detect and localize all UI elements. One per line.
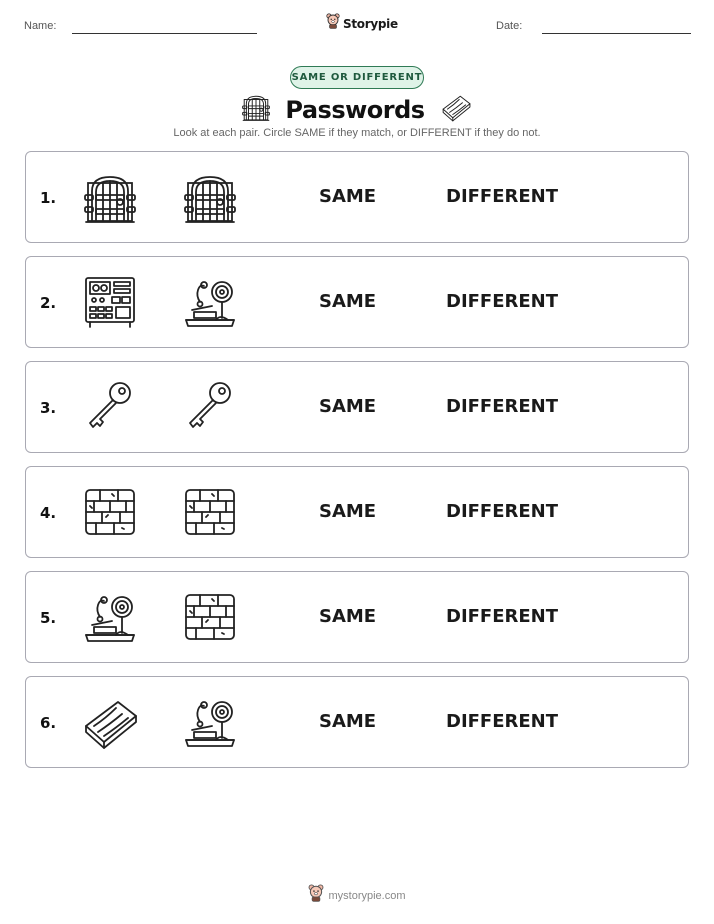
different-option[interactable]: DIFFERENT (446, 186, 559, 207)
same-option[interactable]: SAME (319, 711, 377, 732)
castle-door-icon (82, 169, 138, 225)
key-icon (82, 379, 138, 435)
question-number: 5. (40, 609, 57, 627)
name-label: Name: (24, 20, 57, 32)
brand-logo (326, 13, 398, 34)
question-row (25, 361, 689, 453)
activity-badge: SAME OR DIFFERENT (290, 66, 424, 89)
question-row (25, 571, 689, 663)
page-title: Passwords (285, 95, 425, 124)
control-panel-icon (82, 274, 138, 330)
stone-wall-icon (182, 484, 238, 540)
date-label: Date: (496, 20, 523, 32)
different-option[interactable]: DIFFERENT (446, 711, 559, 732)
name-line[interactable] (72, 33, 257, 34)
telegraph-icon (182, 694, 238, 750)
question-number: 4. (40, 504, 57, 522)
question-number: 2. (40, 294, 57, 312)
different-option[interactable]: DIFFERENT (446, 501, 559, 522)
telegraph-icon (182, 274, 238, 330)
telegraph-icon (82, 589, 138, 645)
same-option[interactable]: SAME (319, 606, 377, 627)
same-option[interactable]: SAME (319, 291, 377, 312)
different-option[interactable]: DIFFERENT (446, 291, 559, 312)
wood-plank-icon (82, 694, 138, 750)
stone-wall-icon (82, 484, 138, 540)
question-number: 3. (40, 399, 57, 417)
question-row (25, 676, 689, 768)
same-option[interactable]: SAME (319, 501, 377, 522)
different-option[interactable]: DIFFERENT (446, 396, 559, 417)
castle-door-icon (241, 92, 271, 127)
brand-name: Storypie (343, 16, 398, 31)
question-number: 6. (40, 714, 57, 732)
footer (0, 884, 714, 907)
wood-plank-icon (439, 92, 473, 127)
question-row (25, 256, 689, 348)
same-option[interactable]: SAME (319, 186, 377, 207)
footer-url[interactable]: mystorypie.com (328, 889, 406, 902)
key-icon (182, 379, 238, 435)
title-row (0, 92, 714, 127)
castle-door-icon (182, 169, 238, 225)
question-row (25, 466, 689, 558)
same-option[interactable]: SAME (319, 396, 377, 417)
different-option[interactable]: DIFFERENT (446, 606, 559, 627)
bear-mascot-icon (326, 13, 340, 34)
instructions: Look at each pair. Circle SAME if they match, or DIFFERENT if they do not. (173, 127, 541, 139)
stone-wall-icon (182, 589, 238, 645)
question-number: 1. (40, 189, 57, 207)
question-row (25, 151, 689, 243)
bear-mascot-icon (308, 884, 324, 907)
date-line[interactable] (542, 33, 691, 34)
